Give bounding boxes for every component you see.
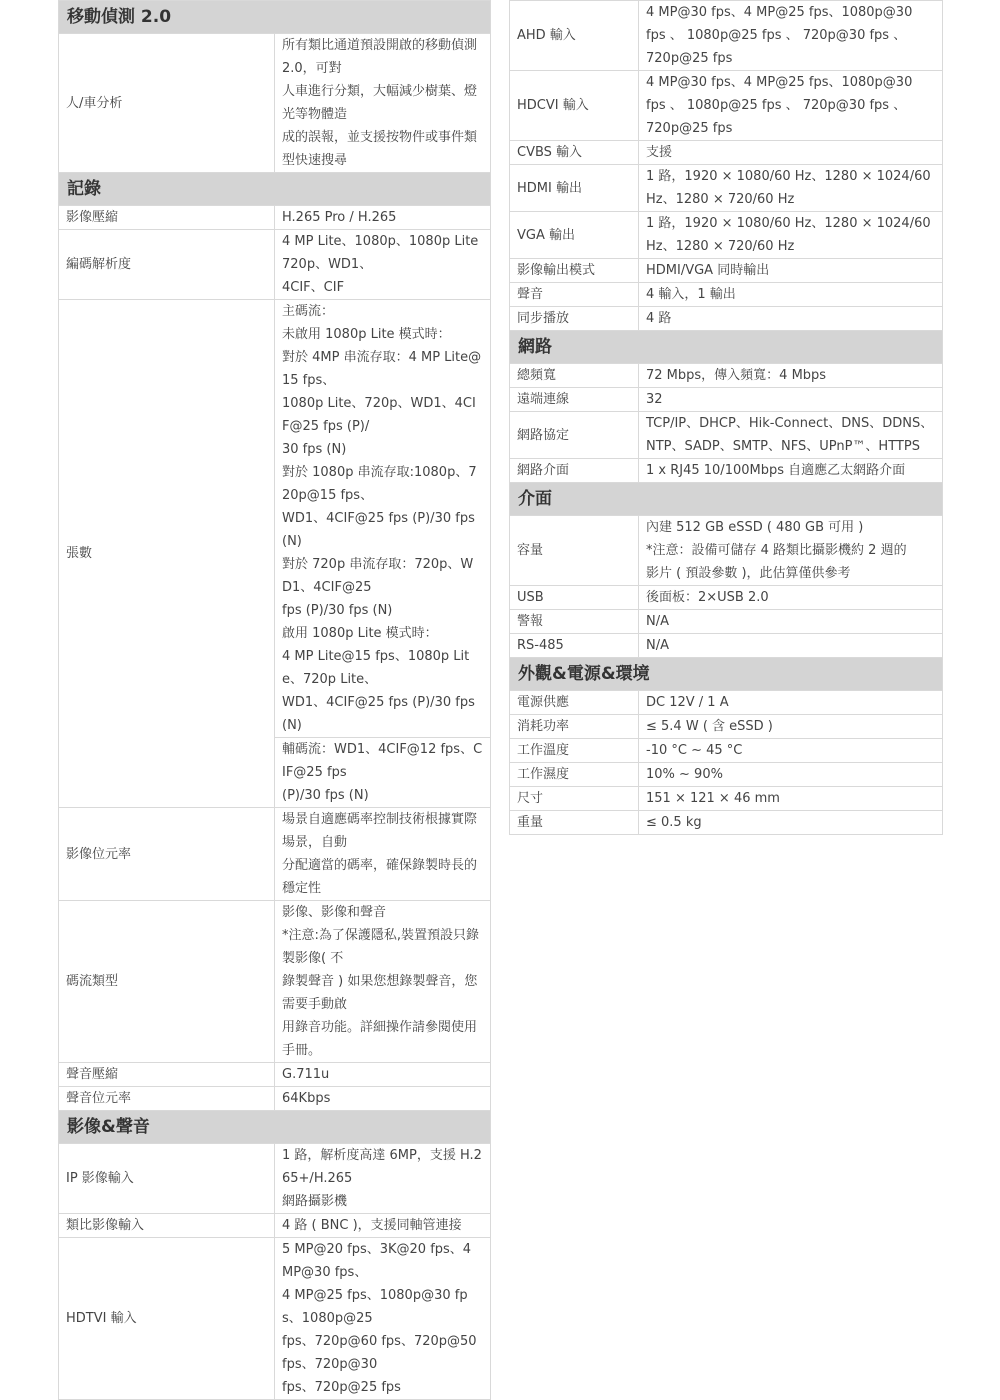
spec-row — [510, 165, 943, 212]
spec-value-line: 72 Mbps，傳入頻寬：4 Mbps — [646, 368, 827, 383]
spec-row — [59, 34, 491, 173]
spec-key: 消耗功率 — [510, 715, 639, 739]
spec-value-line: N/A — [646, 638, 669, 653]
spec-value — [275, 808, 491, 901]
spec-row — [510, 71, 943, 141]
spec-value-line: Hz、1280 × 720/60 Hz — [646, 239, 795, 254]
section-header: 介面 — [510, 483, 943, 516]
spec-value — [639, 516, 943, 586]
spec-value-line: 影像、影像和聲音 — [282, 905, 387, 920]
spec-value-line: 1 路，解析度高達 6MP，支援 H.265+/H.265 — [282, 1148, 482, 1186]
spec-key: AHD 輸入 — [510, 1, 639, 71]
spec-value-line: 4 MP@30 fps、4 MP@25 fps、1080p@30 — [646, 5, 913, 20]
section-header-row — [510, 658, 943, 691]
spec-value-line: 32 — [646, 392, 663, 407]
section-header: 記錄 — [59, 173, 491, 206]
spec-value-line: -10 °C ~ 45 °C — [646, 743, 743, 758]
spec-value — [639, 259, 943, 283]
spec-row — [510, 412, 943, 459]
spec-key: 人/車分析 — [59, 34, 275, 173]
spec-value — [639, 811, 943, 835]
spec-value-line: 人車進行分類，大幅減少樹葉、燈光等物體造 — [282, 84, 478, 122]
spec-value-line: 1080p Lite、720p、WD1、4CIF@25 fps (P)/ — [282, 396, 476, 434]
spec-value — [639, 212, 943, 259]
spec-value-line: 分配適當的碼率，確保錄製時長的穩定性 — [282, 858, 478, 896]
spec-value — [639, 388, 943, 412]
spec-key: USB — [510, 586, 639, 610]
spec-value-line: 支援 — [646, 145, 673, 160]
spec-value-line: 1 x RJ45 10/100Mbps 自適應乙太網路介面 — [646, 463, 906, 478]
spec-value-line: 成的誤報，並支援按物件或事件類型快速搜尋 — [282, 130, 478, 168]
spec-key: 重量 — [510, 811, 639, 835]
spec-row — [510, 811, 943, 835]
spec-row — [59, 1087, 491, 1111]
spec-row — [510, 634, 943, 658]
spec-value-line: WD1、4CIF@25 fps (P)/30 fps (N) — [282, 695, 475, 733]
spec-row — [510, 212, 943, 259]
spec-value-line: (P)/30 fps (N) — [282, 788, 369, 803]
spec-value — [639, 715, 943, 739]
section-header-row — [510, 331, 943, 364]
spec-key: 總頻寬 — [510, 364, 639, 388]
spec-value — [275, 1238, 491, 1400]
spec-key: RS-485 — [510, 634, 639, 658]
spec-value — [275, 1214, 491, 1238]
spec-value-line: 對於 1080p 串流存取:1080p、720p@15 fps、 — [282, 465, 477, 503]
spec-value-line: *注意：設備可儲存 4 路類比攝影機約 2 週的 — [646, 543, 907, 558]
spec-key: 碼流類型 — [59, 901, 275, 1063]
spec-row — [510, 610, 943, 634]
spec-value-line: 10% ~ 90% — [646, 767, 723, 782]
spec-value-line: fps 、 1080p@25 fps 、 720p@30 fps 、 — [646, 98, 907, 113]
spec-key: HDCVI 輸入 — [510, 71, 639, 141]
spec-row — [510, 364, 943, 388]
spec-value-line: 4 路 — [646, 311, 672, 326]
spec-key: HDMI 輸出 — [510, 165, 639, 212]
section-header-row — [59, 1111, 491, 1144]
spec-value-line: fps、720p@25 fps — [282, 1380, 401, 1395]
spec-value-line: *注意:為了保護隱私,裝置預設只錄製影像( 不 — [282, 928, 480, 966]
spec-value-line: 4 MP Lite@15 fps、1080p Lite、720p Lite、 — [282, 649, 470, 687]
spec-row — [59, 230, 491, 300]
spec-key: CVBS 輸入 — [510, 141, 639, 165]
spec-value-line: TCP/IP、DHCP、Hik-Connect、DNS、DDNS、 — [646, 416, 934, 431]
spec-row — [510, 739, 943, 763]
spec-value-line: Hz、1280 × 720/60 Hz — [646, 192, 795, 207]
spec-row — [510, 763, 943, 787]
spec-row — [510, 259, 943, 283]
spec-value — [639, 364, 943, 388]
section-header: 移動偵測 2.0 — [59, 1, 491, 34]
spec-value-line: G.711u — [282, 1067, 330, 1082]
spec-value — [639, 586, 943, 610]
spec-value-line: 720p@25 fps — [646, 121, 733, 136]
spec-key: 工作溫度 — [510, 739, 639, 763]
spec-key: 聲音 — [510, 283, 639, 307]
spec-value-line: 5 MP@20 fps、3K@20 fps、4 MP@30 fps、 — [282, 1242, 472, 1280]
spec-value-line: 4 路 ( BNC )，支援同軸管連接 — [282, 1218, 462, 1233]
spec-value-line: 影片 ( 預設參數 )，此估算僅供參考 — [646, 566, 851, 581]
spec-value — [275, 1087, 491, 1111]
spec-key: 網路協定 — [510, 412, 639, 459]
spec-value-line: 場景自適應碼率控制技術根據實際場景，自動 — [282, 812, 478, 850]
spec-key: 網路介面 — [510, 459, 639, 483]
spec-key: VGA 輸出 — [510, 212, 639, 259]
spec-value-line: 後面板：2×USB 2.0 — [646, 590, 769, 605]
spec-row — [59, 300, 491, 738]
spec-row — [59, 808, 491, 901]
spec-key: 編碼解析度 — [59, 230, 275, 300]
spec-value-line: H.265 Pro / H.265 — [282, 210, 397, 225]
spec-value-line: 用錄音功能。詳細操作請參閱使用手冊。 — [282, 1020, 478, 1058]
spec-key: 尺寸 — [510, 787, 639, 811]
spec-value-line: 內建 512 GB eSSD ( 480 GB 可用 ) — [646, 520, 864, 535]
spec-value — [275, 300, 491, 738]
section-header-row — [59, 173, 491, 206]
spec-key: 聲音位元率 — [59, 1087, 275, 1111]
spec-key: 影像輸出模式 — [510, 259, 639, 283]
spec-value — [639, 412, 943, 459]
spec-value-line: 未啟用 1080p Lite 模式時： — [282, 327, 451, 342]
spec-key: 影像位元率 — [59, 808, 275, 901]
spec-row — [510, 715, 943, 739]
spec-column-left — [58, 0, 491, 1400]
spec-value-line: 所有類比通道預設開啟的移動偵測 2.0，可對 — [282, 38, 478, 76]
spec-row — [510, 787, 943, 811]
spec-value — [275, 901, 491, 1063]
spec-row — [510, 516, 943, 586]
spec-key: 電源供應 — [510, 691, 639, 715]
spec-row — [59, 1238, 491, 1400]
spec-row — [510, 307, 943, 331]
spec-row — [59, 1214, 491, 1238]
spec-row — [510, 691, 943, 715]
spec-value-line: DC 12V / 1 A — [646, 695, 729, 710]
spec-value-line: 對於 720p 串流存取：720p、WD1、4CIF@25 — [282, 557, 474, 595]
spec-row — [510, 459, 943, 483]
spec-value-line: 輔碼流：WD1、4CIF@12 fps、CIF@25 fps — [282, 742, 483, 780]
spec-value-line: 錄製聲音 ) 如果您想錄製聲音，您需要手動啟 — [282, 974, 478, 1012]
spec-value-line: 網路攝影機 — [282, 1194, 348, 1209]
spec-value-line: 4 MP@25 fps、1080p@30 fps、1080p@25 — [282, 1288, 468, 1326]
spec-row — [510, 141, 943, 165]
spec-key: 影像壓縮 — [59, 206, 275, 230]
spec-row — [510, 1, 943, 71]
spec-key: 類比影像輸入 — [59, 1214, 275, 1238]
spec-value-line: ≤ 5.4 W ( 含 eSSD ) — [646, 719, 773, 734]
spec-value — [639, 691, 943, 715]
spec-value — [275, 1144, 491, 1214]
spec-key: 聲音壓縮 — [59, 1063, 275, 1087]
spec-key: 容量 — [510, 516, 639, 586]
spec-value-line: fps、720p@60 fps、720p@50 fps、720p@30 — [282, 1334, 477, 1372]
spec-value — [639, 71, 943, 141]
spec-column-right — [509, 0, 941, 835]
spec-value-line: 對於 4MP 串流存取：4 MP Lite@15 fps、 — [282, 350, 482, 388]
spec-key: 同步播放 — [510, 307, 639, 331]
spec-value — [639, 634, 943, 658]
spec-table-right — [509, 0, 943, 835]
spec-table-left — [58, 0, 491, 1400]
spec-value-line: 4 MP Lite、1080p、1080p Lite720p、WD1、 — [282, 234, 479, 272]
spec-value-line: 4 輸入，1 輸出 — [646, 287, 736, 302]
spec-value-line: ≤ 0.5 kg — [646, 815, 702, 830]
spec-key: 張數 — [59, 300, 275, 808]
spec-value — [639, 787, 943, 811]
spec-row — [510, 283, 943, 307]
spec-value — [275, 34, 491, 173]
spec-value-line: 4CIF、CIF — [282, 280, 345, 295]
spec-value — [639, 739, 943, 763]
spec-value — [639, 763, 943, 787]
spec-value — [639, 459, 943, 483]
spec-row — [510, 586, 943, 610]
spec-value-line: 4 MP@30 fps、4 MP@25 fps、1080p@30 — [646, 75, 913, 90]
spec-value — [275, 738, 491, 808]
spec-value-line: 1 路，1920 × 1080/60 Hz、1280 × 1024/60 — [646, 169, 931, 184]
section-header: 影像&聲音 — [59, 1111, 491, 1144]
spec-row — [59, 901, 491, 1063]
spec-row — [59, 1063, 491, 1087]
spec-value — [639, 141, 943, 165]
spec-value-line: N/A — [646, 614, 669, 629]
spec-key: HDTVI 輸入 — [59, 1238, 275, 1400]
section-header: 網路 — [510, 331, 943, 364]
spec-value-line: 30 fps (N) — [282, 442, 347, 457]
spec-value-line: fps 、 1080p@25 fps 、 720p@30 fps 、 — [646, 28, 907, 43]
spec-value — [639, 610, 943, 634]
spec-value — [275, 230, 491, 300]
section-header: 外觀&電源&環境 — [510, 658, 943, 691]
section-header-row — [510, 483, 943, 516]
spec-value — [275, 1063, 491, 1087]
spec-value — [639, 165, 943, 212]
spec-value — [639, 307, 943, 331]
spec-value-line: WD1、4CIF@25 fps (P)/30 fps (N) — [282, 511, 475, 549]
spec-value-line: 1 路，1920 × 1080/60 Hz、1280 × 1024/60 — [646, 216, 931, 231]
spec-value-line: 64Kbps — [282, 1091, 331, 1106]
spec-value-line: 啟用 1080p Lite 模式時： — [282, 626, 438, 641]
spec-value-line: HDMI/VGA 同時輸出 — [646, 263, 770, 278]
section-header-row — [59, 1, 491, 34]
spec-key: 警報 — [510, 610, 639, 634]
spec-value-line: NTP、SADP、SMTP、NFS、UPnP™、HTTPS — [646, 439, 920, 454]
spec-row — [59, 1144, 491, 1214]
spec-value — [275, 206, 491, 230]
spec-value — [639, 283, 943, 307]
spec-value-line: 主碼流： — [282, 304, 335, 319]
spec-value-line: fps (P)/30 fps (N) — [282, 603, 393, 618]
spec-key: 工作濕度 — [510, 763, 639, 787]
spec-key: 遠端連線 — [510, 388, 639, 412]
spec-value-line: 151 × 121 × 46 mm — [646, 791, 780, 806]
spec-key: IP 影像輸入 — [59, 1144, 275, 1214]
spec-row — [510, 388, 943, 412]
spec-value — [639, 1, 943, 71]
spec-row — [59, 206, 491, 230]
spec-value-line: 720p@25 fps — [646, 51, 733, 66]
